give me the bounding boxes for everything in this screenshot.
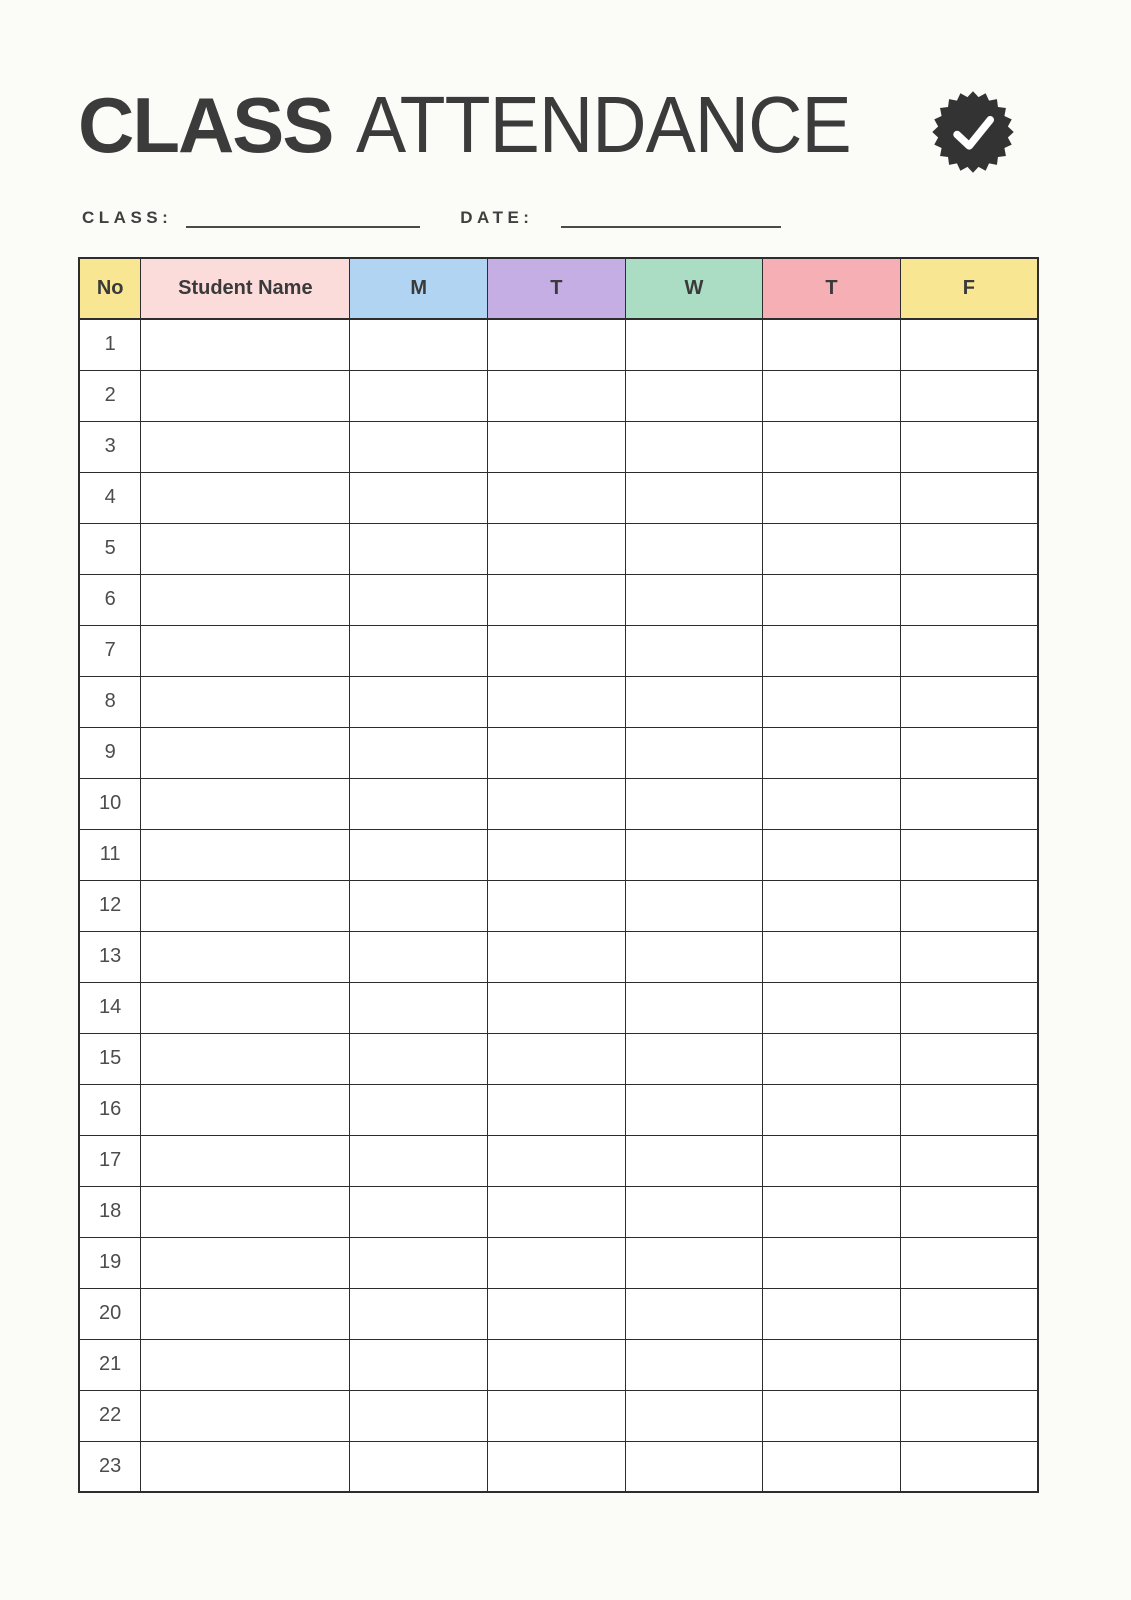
attendance-cell bbox=[763, 1135, 901, 1186]
attendance-cell bbox=[763, 1288, 901, 1339]
table-row bbox=[79, 421, 1038, 472]
student-name-cell bbox=[141, 880, 350, 931]
table-row bbox=[79, 982, 1038, 1033]
title-word-class: CLASS bbox=[78, 81, 333, 169]
attendance-cell bbox=[900, 1288, 1038, 1339]
attendance-cell bbox=[488, 829, 626, 880]
attendance-cell bbox=[625, 829, 763, 880]
date-label: DATE: bbox=[460, 207, 534, 227]
student-name-cell bbox=[141, 676, 350, 727]
column-header-t-5: T bbox=[763, 258, 901, 319]
row-number: 3 bbox=[79, 421, 141, 472]
attendance-cell bbox=[350, 778, 488, 829]
table-row bbox=[79, 1186, 1038, 1237]
table-row bbox=[79, 1033, 1038, 1084]
page-title bbox=[78, 80, 883, 169]
row-number: 21 bbox=[79, 1339, 141, 1390]
attendance-cell bbox=[625, 319, 763, 370]
table-row bbox=[79, 1390, 1038, 1441]
student-name-cell bbox=[141, 778, 350, 829]
table-row bbox=[79, 727, 1038, 778]
attendance-cell bbox=[625, 727, 763, 778]
attendance-cell bbox=[900, 727, 1038, 778]
row-number: 4 bbox=[79, 472, 141, 523]
attendance-cell bbox=[900, 1084, 1038, 1135]
attendance-cell bbox=[900, 829, 1038, 880]
attendance-cell bbox=[625, 1339, 763, 1390]
row-number: 23 bbox=[79, 1441, 141, 1492]
attendance-cell bbox=[763, 1390, 901, 1441]
column-header-w-4: W bbox=[625, 258, 763, 319]
attendance-cell bbox=[763, 319, 901, 370]
attendance-cell bbox=[900, 1441, 1038, 1492]
student-name-cell bbox=[141, 829, 350, 880]
form-fields bbox=[78, 202, 1039, 228]
student-name-cell bbox=[141, 1339, 350, 1390]
attendance-cell bbox=[488, 1441, 626, 1492]
attendance-cell bbox=[488, 931, 626, 982]
class-blank-line bbox=[186, 206, 420, 228]
attendance-cell bbox=[350, 880, 488, 931]
attendance-cell bbox=[763, 574, 901, 625]
table-row bbox=[79, 880, 1038, 931]
checkmark-seal-icon bbox=[931, 90, 1015, 174]
attendance-cell bbox=[350, 982, 488, 1033]
student-name-cell bbox=[141, 370, 350, 421]
table-row bbox=[79, 625, 1038, 676]
attendance-cell bbox=[350, 1033, 488, 1084]
attendance-cell bbox=[350, 1237, 488, 1288]
attendance-cell bbox=[488, 1135, 626, 1186]
attendance-cell bbox=[763, 931, 901, 982]
attendance-cell bbox=[488, 1033, 626, 1084]
attendance-cell bbox=[488, 1390, 626, 1441]
table-row bbox=[79, 778, 1038, 829]
attendance-cell bbox=[488, 1339, 626, 1390]
attendance-cell bbox=[350, 1288, 488, 1339]
attendance-cell bbox=[625, 982, 763, 1033]
attendance-cell bbox=[625, 1084, 763, 1135]
attendance-cell bbox=[900, 472, 1038, 523]
attendance-cell bbox=[900, 1390, 1038, 1441]
row-number: 10 bbox=[79, 778, 141, 829]
student-name-cell bbox=[141, 1135, 350, 1186]
attendance-cell bbox=[350, 370, 488, 421]
attendance-cell bbox=[488, 370, 626, 421]
attendance-cell bbox=[625, 523, 763, 574]
title-word-attendance: ATTENDANCE bbox=[356, 80, 852, 169]
attendance-cell bbox=[763, 472, 901, 523]
row-number: 20 bbox=[79, 1288, 141, 1339]
row-number: 14 bbox=[79, 982, 141, 1033]
attendance-cell bbox=[900, 982, 1038, 1033]
attendance-cell bbox=[763, 523, 901, 574]
attendance-cell bbox=[763, 625, 901, 676]
table-row bbox=[79, 523, 1038, 574]
row-number: 5 bbox=[79, 523, 141, 574]
attendance-cell bbox=[350, 1135, 488, 1186]
table-row bbox=[79, 829, 1038, 880]
attendance-cell bbox=[625, 1390, 763, 1441]
row-number: 19 bbox=[79, 1237, 141, 1288]
attendance-cell bbox=[625, 1288, 763, 1339]
attendance-cell bbox=[350, 1339, 488, 1390]
attendance-cell bbox=[900, 1339, 1038, 1390]
row-number: 9 bbox=[79, 727, 141, 778]
attendance-cell bbox=[350, 727, 488, 778]
attendance-cell bbox=[488, 1084, 626, 1135]
attendance-cell bbox=[488, 319, 626, 370]
attendance-table bbox=[78, 257, 1039, 1493]
attendance-cell bbox=[350, 472, 488, 523]
row-number: 12 bbox=[79, 880, 141, 931]
page-header bbox=[78, 80, 1039, 169]
attendance-cell bbox=[900, 778, 1038, 829]
attendance-cell bbox=[488, 625, 626, 676]
attendance-cell bbox=[900, 880, 1038, 931]
student-name-cell bbox=[141, 982, 350, 1033]
attendance-cell bbox=[350, 676, 488, 727]
attendance-cell bbox=[763, 1339, 901, 1390]
row-number: 13 bbox=[79, 931, 141, 982]
attendance-cell bbox=[350, 319, 488, 370]
attendance-cell bbox=[350, 1441, 488, 1492]
date-blank-line bbox=[561, 206, 781, 228]
student-name-cell bbox=[141, 625, 350, 676]
student-name-cell bbox=[141, 523, 350, 574]
table-row bbox=[79, 1084, 1038, 1135]
attendance-cell bbox=[900, 523, 1038, 574]
attendance-cell bbox=[488, 472, 626, 523]
table-row bbox=[79, 1237, 1038, 1288]
attendance-cell bbox=[763, 880, 901, 931]
attendance-cell bbox=[625, 1186, 763, 1237]
row-number: 18 bbox=[79, 1186, 141, 1237]
attendance-cell bbox=[350, 421, 488, 472]
attendance-cell bbox=[763, 1033, 901, 1084]
row-number: 22 bbox=[79, 1390, 141, 1441]
row-number: 17 bbox=[79, 1135, 141, 1186]
attendance-cell bbox=[625, 574, 763, 625]
row-number: 15 bbox=[79, 1033, 141, 1084]
attendance-cell bbox=[488, 1186, 626, 1237]
table-row bbox=[79, 574, 1038, 625]
attendance-cell bbox=[625, 931, 763, 982]
student-name-cell bbox=[141, 1237, 350, 1288]
attendance-cell bbox=[488, 574, 626, 625]
class-label: CLASS: bbox=[82, 207, 173, 227]
student-name-cell bbox=[141, 1288, 350, 1339]
row-number: 8 bbox=[79, 676, 141, 727]
attendance-cell bbox=[900, 931, 1038, 982]
attendance-cell bbox=[488, 421, 626, 472]
row-number: 1 bbox=[79, 319, 141, 370]
attendance-cell bbox=[763, 1441, 901, 1492]
student-name-cell bbox=[141, 1441, 350, 1492]
table-row bbox=[79, 1441, 1038, 1492]
column-header-student-name-1: Student Name bbox=[141, 258, 350, 319]
attendance-cell bbox=[763, 370, 901, 421]
attendance-cell bbox=[763, 727, 901, 778]
attendance-cell bbox=[763, 1084, 901, 1135]
attendance-cell bbox=[350, 1186, 488, 1237]
attendance-cell bbox=[900, 574, 1038, 625]
attendance-cell bbox=[625, 676, 763, 727]
table-row bbox=[79, 1339, 1038, 1390]
table-row bbox=[79, 319, 1038, 370]
attendance-cell bbox=[763, 1237, 901, 1288]
column-header-f-6: F bbox=[900, 258, 1038, 319]
attendance-cell bbox=[488, 880, 626, 931]
attendance-cell bbox=[488, 676, 626, 727]
attendance-cell bbox=[900, 421, 1038, 472]
attendance-cell bbox=[625, 1135, 763, 1186]
student-name-cell bbox=[141, 319, 350, 370]
table-row bbox=[79, 370, 1038, 421]
attendance-cell bbox=[900, 1135, 1038, 1186]
row-number: 7 bbox=[79, 625, 141, 676]
student-name-cell bbox=[141, 1084, 350, 1135]
attendance-cell bbox=[488, 1237, 626, 1288]
attendance-cell bbox=[763, 982, 901, 1033]
attendance-cell bbox=[350, 574, 488, 625]
attendance-cell bbox=[625, 625, 763, 676]
column-header-m-2: M bbox=[350, 258, 488, 319]
attendance-cell bbox=[625, 778, 763, 829]
table-row bbox=[79, 1135, 1038, 1186]
attendance-cell bbox=[350, 931, 488, 982]
attendance-cell bbox=[625, 880, 763, 931]
table-row bbox=[79, 472, 1038, 523]
attendance-cell bbox=[900, 676, 1038, 727]
attendance-cell bbox=[763, 778, 901, 829]
attendance-cell bbox=[350, 1390, 488, 1441]
attendance-cell bbox=[350, 523, 488, 574]
attendance-cell bbox=[763, 421, 901, 472]
student-name-cell bbox=[141, 1033, 350, 1084]
attendance-cell bbox=[900, 319, 1038, 370]
student-name-cell bbox=[141, 727, 350, 778]
attendance-cell bbox=[625, 370, 763, 421]
table-header-row bbox=[79, 258, 1038, 319]
attendance-cell bbox=[625, 1033, 763, 1084]
attendance-cell bbox=[488, 1288, 626, 1339]
attendance-cell bbox=[900, 370, 1038, 421]
attendance-cell bbox=[350, 625, 488, 676]
attendance-cell bbox=[488, 727, 626, 778]
attendance-cell bbox=[763, 829, 901, 880]
column-header-no-0: No bbox=[79, 258, 141, 319]
row-number: 2 bbox=[79, 370, 141, 421]
table-row bbox=[79, 931, 1038, 982]
attendance-cell bbox=[763, 676, 901, 727]
student-name-cell bbox=[141, 1390, 350, 1441]
student-name-cell bbox=[141, 1186, 350, 1237]
attendance-cell bbox=[488, 523, 626, 574]
row-number: 16 bbox=[79, 1084, 141, 1135]
column-header-t-3: T bbox=[488, 258, 626, 319]
attendance-cell bbox=[900, 1237, 1038, 1288]
attendance-cell bbox=[350, 1084, 488, 1135]
table-row bbox=[79, 1288, 1038, 1339]
attendance-cell bbox=[625, 472, 763, 523]
student-name-cell bbox=[141, 472, 350, 523]
table-row bbox=[79, 676, 1038, 727]
row-number: 11 bbox=[79, 829, 141, 880]
attendance-cell bbox=[625, 1441, 763, 1492]
attendance-cell bbox=[488, 778, 626, 829]
attendance-cell bbox=[350, 829, 488, 880]
student-name-cell bbox=[141, 931, 350, 982]
student-name-cell bbox=[141, 574, 350, 625]
student-name-cell bbox=[141, 421, 350, 472]
attendance-cell bbox=[763, 1186, 901, 1237]
attendance-cell bbox=[900, 625, 1038, 676]
attendance-cell bbox=[625, 1237, 763, 1288]
attendance-cell bbox=[900, 1186, 1038, 1237]
attendance-cell bbox=[488, 982, 626, 1033]
attendance-cell bbox=[900, 1033, 1038, 1084]
row-number: 6 bbox=[79, 574, 141, 625]
attendance-cell bbox=[625, 421, 763, 472]
